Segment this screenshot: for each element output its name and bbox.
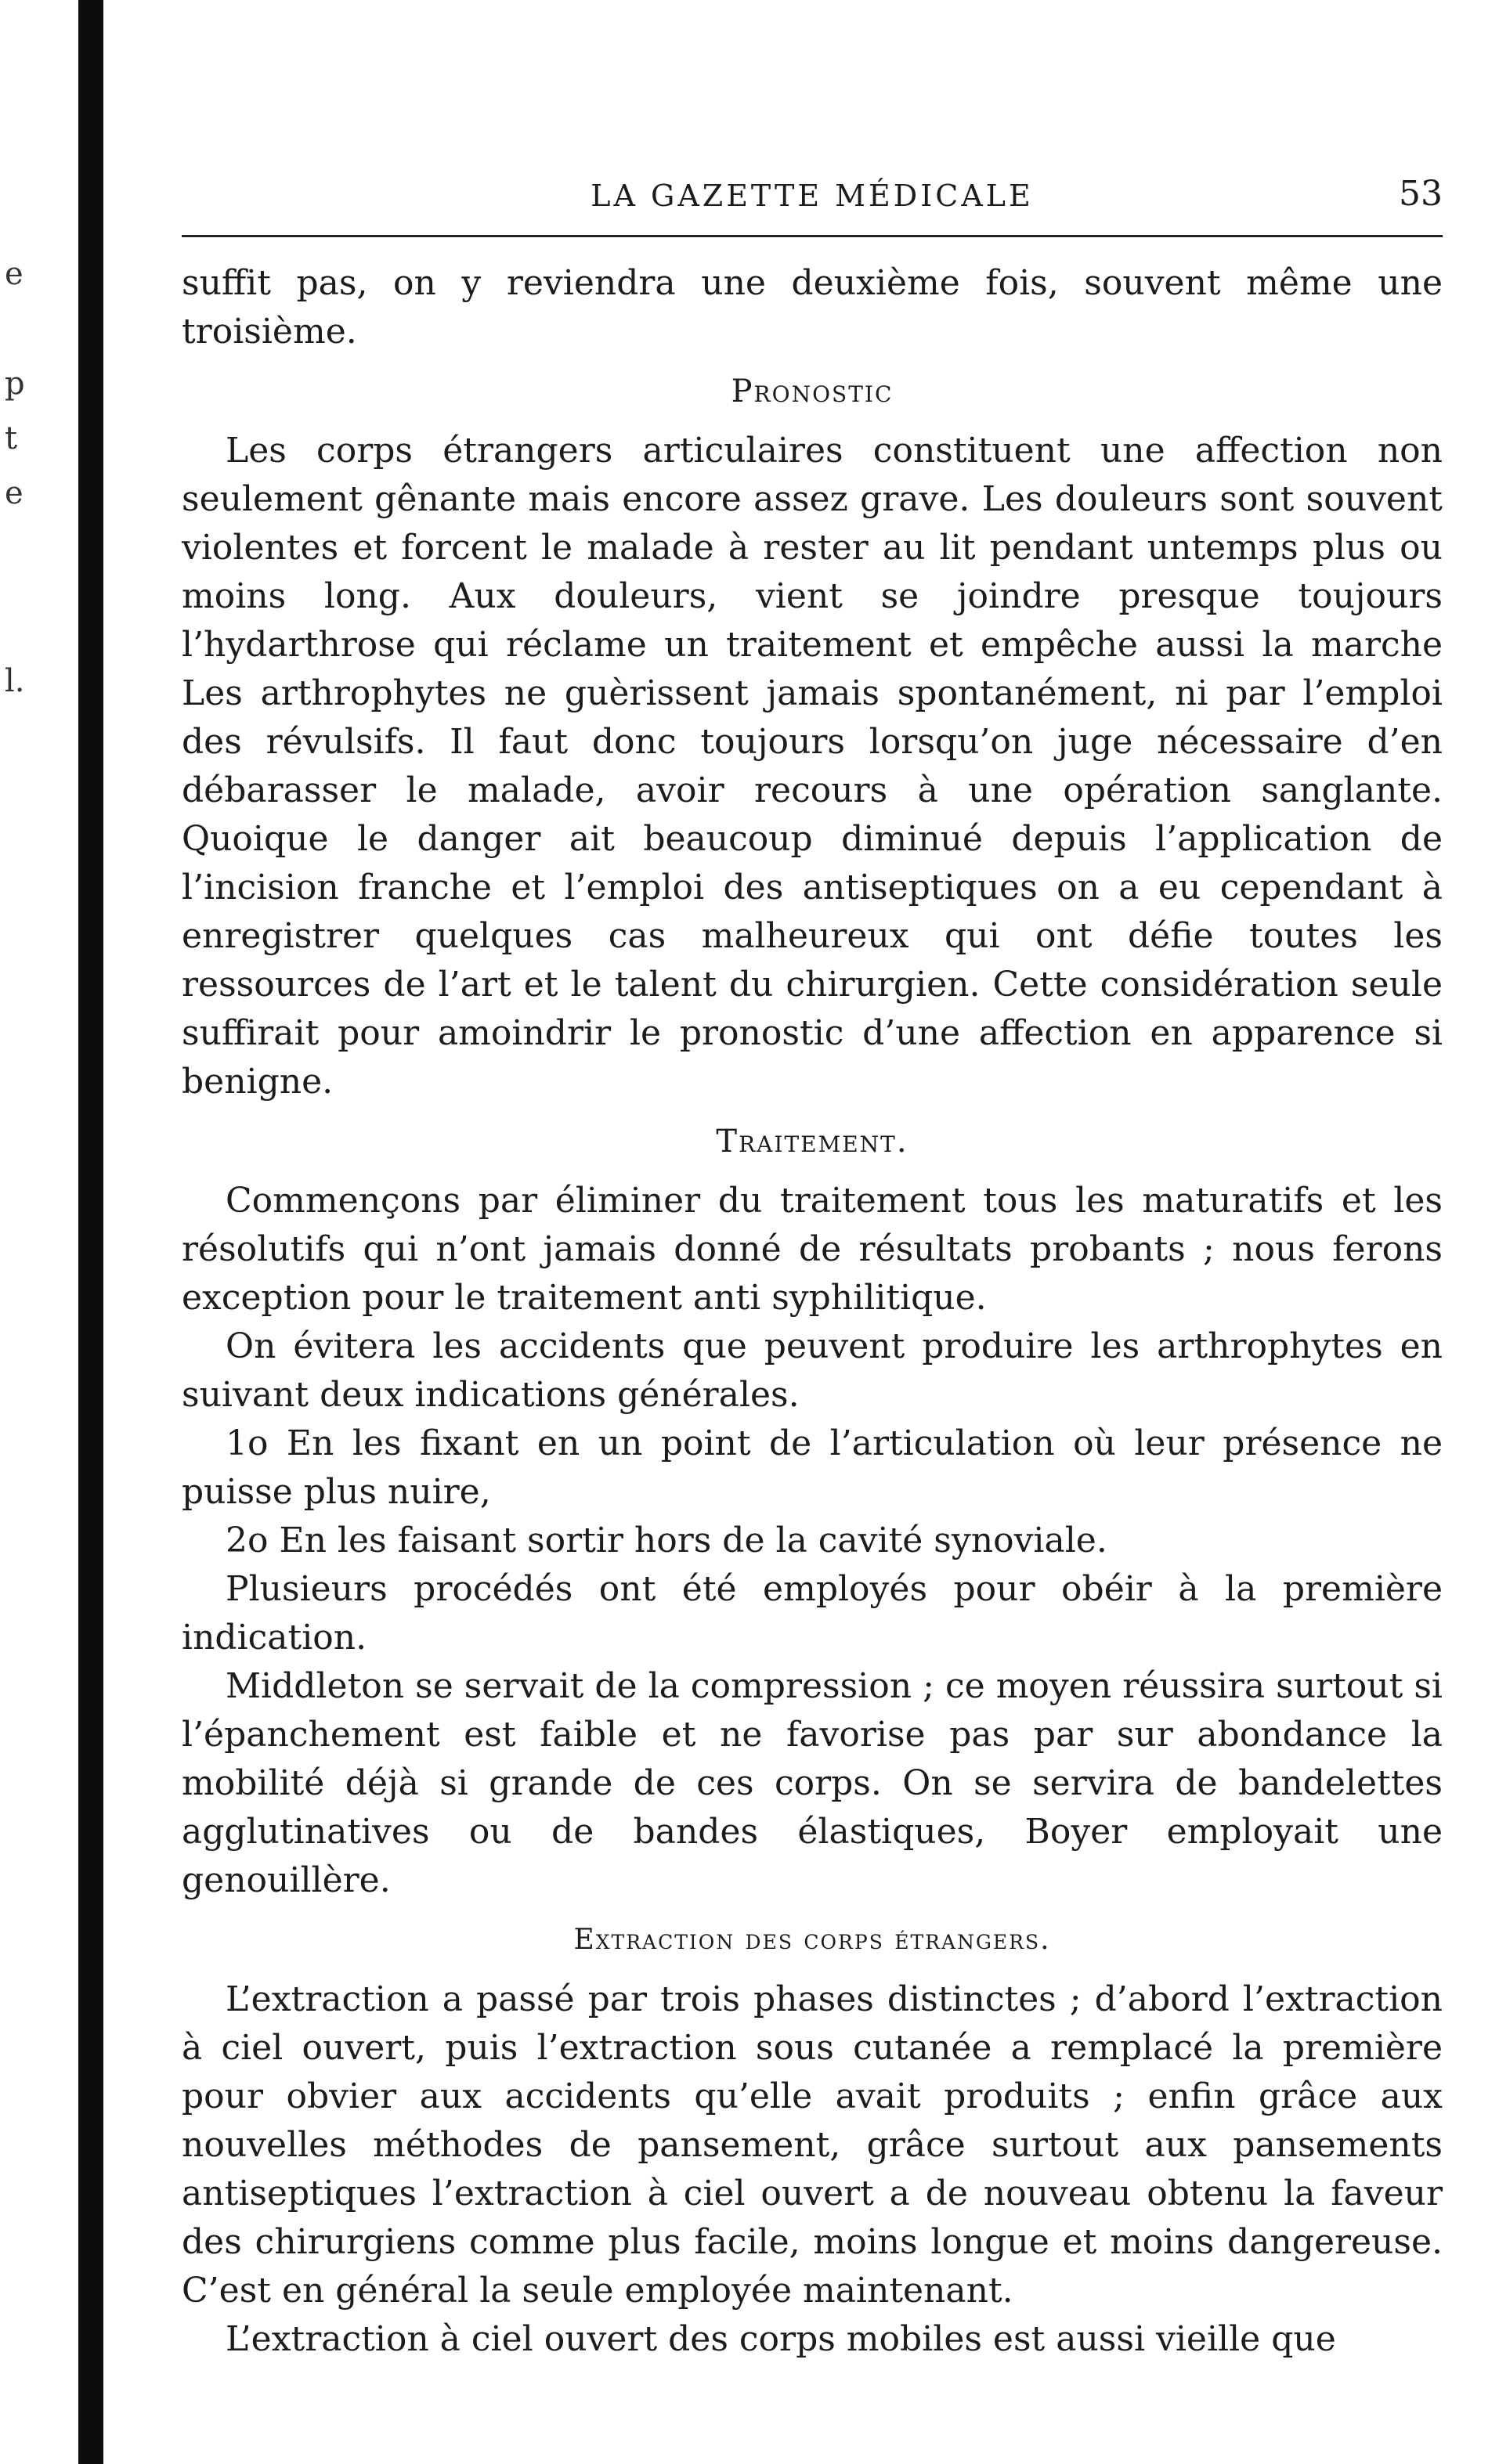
running-header: [182, 149, 1443, 237]
edge-fragment: l.: [5, 663, 25, 699]
edge-fragment: e: [5, 256, 23, 292]
paragraph: Middleton se servait de la compression ; ce moyen réussira surtout si l’épanchement est faible et ne favorise pas par sur abondance la mobilité déjà si grande de ces corps. On se servira de bandelettes agglutinatives ou de bandes élastiques, Boyer employait une genouillère.: [182, 1666, 1443, 1900]
adjacent-page-fragments: [0, 0, 70, 1096]
paragraph: L’extraction à ciel ouvert des corps mobiles est aussi vieille que: [226, 2319, 1336, 2359]
paragraph: suffit pas, on y reviendra une deuxième fois, souvent même une troisième.: [182, 263, 1443, 352]
paragraph: 1o En les fixant en un point de l’articulation où leur présence ne puisse plus nuire,: [182, 1423, 1443, 1512]
page-number: 53: [1399, 174, 1443, 214]
paragraph: L’extraction a passé par trois phases distinctes ; d’abord l’extraction à ciel ouvert, puis l’extraction sous cutanée a remplacé la première pour obvier aux accidents qu’elle avait produits ; enfin grâce aux nouvelles méthodes de pansement, grâce surtout aux pansements antiseptiques l’extraction à ciel ouvert a de nouveau obtenu la faveur des chirurgiens comme plus facile, moins longue et moins dangereuse. C’est en général la seule employée maintenant.: [182, 1979, 1443, 2311]
edge-fragment: p: [5, 366, 25, 402]
paragraph: On évitera les accidents que peuvent produire les arthrophytes en suivant deux indications générales.: [182, 1326, 1443, 1415]
section-heading-traitement: Traitement.: [716, 1124, 908, 1160]
edge-fragment: e: [5, 475, 23, 511]
section-heading-extraction: Extraction des corps étrangers.: [573, 1924, 1051, 1956]
body-text: [182, 259, 1443, 2364]
edge-fragment: t: [5, 420, 18, 456]
binding-gutter: [78, 0, 103, 2464]
paragraph: Les corps étrangers articulaires constituent une affection non seulement gênante mais encore assez grave. Les douleurs sont souvent violentes et forcent le malade à rester au lit pendant untemps plus ou moins long. Aux douleurs, vient se joindre presque toujours l’hydarthrose qui réclame un traitement et empêche aussi la marche Les arthrophytes ne guèrissent jamais spontanément, ni par l’emploi des révulsifs. Il faut donc toujours lorsqu’on juge nécessaire d’en débarasser le malade, avoir recours à une opération sanglante. Quoique le danger ait beaucoup diminué depuis l’application de l’incision franche et l’emploi des antiseptiques on a eu cependant à enregistrer quelques cas malheureux qui ont défie toutes les ressources de l’art et le talent du chirurgien. Cette considération seule suffirait pour amoindrir le pronostic d’une affection en apparence si benigne.: [182, 431, 1443, 1102]
section-heading-pronostic: Pronostic: [731, 373, 894, 409]
paragraph: Commençons par éliminer du traitement tous les maturatifs et les résolutifs qui n’ont jamais donné de résultats probants ; nous ferons exception pour le traitement anti syphilitique.: [182, 1181, 1443, 1318]
running-title: LA GAZETTE MÉDICALE: [591, 179, 1034, 213]
paragraph: 2o En les faisant sortir hors de la cavité synoviale.: [226, 1521, 1107, 1560]
paragraph: Plusieurs procédés ont été employés pour obéir à la première indication.: [182, 1569, 1443, 1658]
document-page: [182, 149, 1443, 2364]
